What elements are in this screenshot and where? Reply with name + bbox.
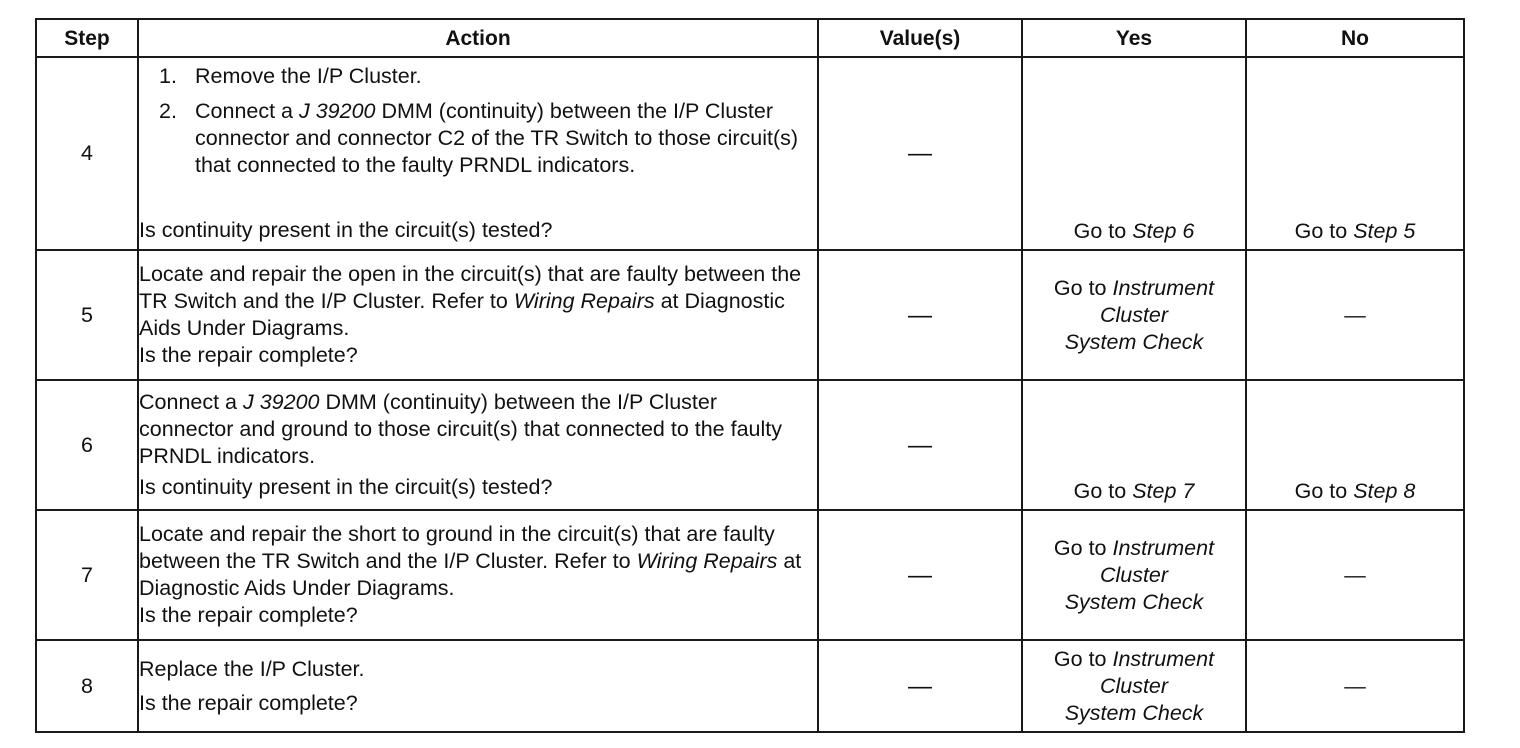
step-number: 5: [36, 250, 138, 380]
action-question: Is continuity present in the circuit(s) tested?: [139, 218, 553, 242]
header-yes: Yes: [1022, 19, 1246, 57]
step-number: 8: [36, 640, 138, 732]
list-item: 1. Remove the I/P Cluster.: [159, 64, 422, 88]
step-number: 6: [36, 380, 138, 510]
action-cell: Replace the I/P Cluster. Is the repair complete?: [138, 640, 818, 732]
no-cell: —: [1246, 640, 1464, 732]
table-row-step-7: [36, 510, 1464, 640]
value-cell: —: [818, 380, 1022, 510]
no-cell: [1246, 57, 1464, 250]
table-row-step-6: [36, 380, 1464, 510]
table-row-step-5: [36, 250, 1464, 380]
action-cell: [138, 57, 818, 250]
goto-link: Go to Step 7: [1073, 479, 1195, 503]
value-cell: —: [818, 640, 1022, 732]
goto-link: Go to Step 5: [1294, 219, 1416, 243]
goto-link: Go to Step 6: [1073, 219, 1195, 243]
table-row-step-4: [36, 57, 1464, 250]
table-row-step-8: [36, 640, 1464, 732]
header-no: No: [1246, 19, 1464, 57]
header-row: [36, 19, 1464, 57]
no-cell: —: [1246, 250, 1464, 380]
yes-cell: [1022, 510, 1246, 640]
value-cell: —: [818, 250, 1022, 380]
action-question: Is the repair complete?: [139, 603, 358, 627]
action-cell: Locate and repair the short to ground in the circuit(s) that are faulty between the TR Switch and the I/P Cluster. Refer to Wiring Repairs at Diagnostic Aids Under Diagrams. Is the repair complete?: [138, 510, 818, 640]
header-action: Action: [138, 19, 818, 57]
action-list: [139, 63, 817, 179]
action-question: Is the repair complete?: [139, 343, 358, 367]
step-number: 7: [36, 510, 138, 640]
yes-cell: [1022, 57, 1246, 250]
goto-link: Go to Instrument Cluster System Check: [1053, 535, 1215, 614]
yes-cell: [1022, 640, 1246, 732]
action-cell: Connect a J 39200 DMM (continuity) between the I/P Cluster connector and ground to those circuit(s) that connected to the faulty PRNDL indicators. Is continuity present in the circuit(s) tested?: [138, 380, 818, 510]
diagnostic-table: [35, 18, 1465, 733]
header-values: Value(s): [818, 19, 1022, 57]
goto-link: Go to Instrument Cluster System Check: [1053, 646, 1215, 725]
no-cell: —: [1246, 510, 1464, 640]
yes-cell: [1022, 380, 1246, 510]
header-step: Step: [36, 19, 138, 57]
value-cell: —: [818, 57, 1022, 250]
action-cell: Locate and repair the open in the circuit(s) that are faulty between the TR Switch and the I/P Cluster. Refer to Wiring Repairs at Diagnostic Aids Under Diagrams. Is the repair complete?: [138, 250, 818, 380]
goto-link: Go to Instrument Cluster System Check: [1053, 275, 1215, 354]
no-cell: [1246, 380, 1464, 510]
action-question: Is the repair complete?: [139, 690, 358, 715]
value-cell: —: [818, 510, 1022, 640]
step-number: 4: [36, 57, 138, 250]
action-question: Is continuity present in the circuit(s) tested?: [139, 475, 553, 499]
goto-link: Go to Step 8: [1294, 479, 1416, 503]
yes-cell: [1022, 250, 1246, 380]
list-item: 2. Connect a J 39200 DMM (continuity) between the I/P Cluster connector and connector C2 of the TR Switch to those circuit(s) that connected to the faulty PRNDL indicators.: [159, 99, 799, 177]
